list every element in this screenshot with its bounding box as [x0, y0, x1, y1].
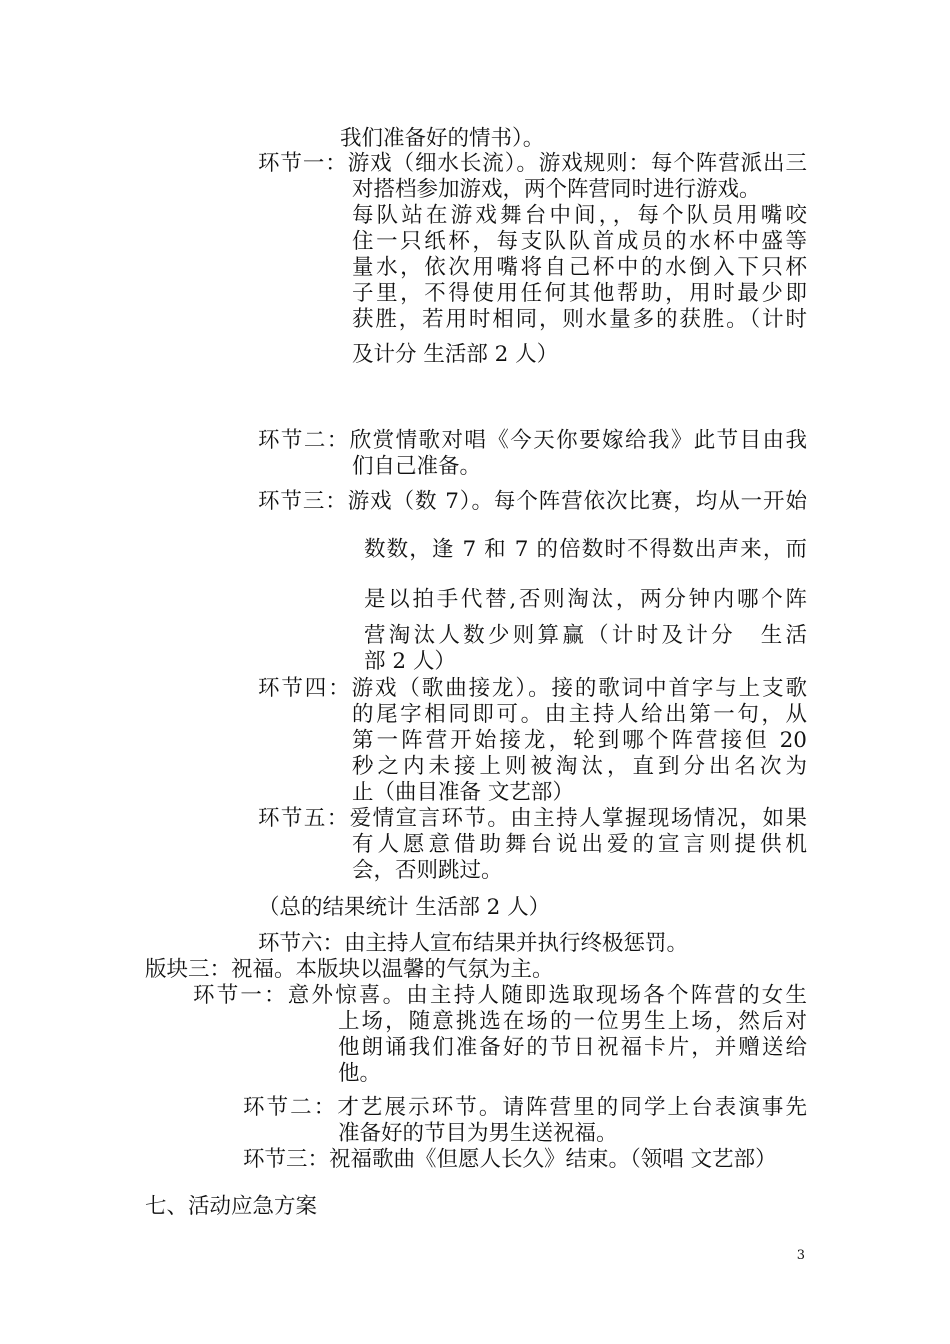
- text-line: 环节四：游戏（歌曲接龙）。接的歌词中首字与上支歌: [258, 676, 807, 701]
- text-line: 秒之内未接上则被淘汰，直到分出名次为: [352, 754, 807, 779]
- text-line: 上场，随意挑选在场的一位男生上场，然后对: [338, 1009, 807, 1034]
- text-line: （总的结果统计 生活部 2 人）: [258, 895, 551, 920]
- text-line: 对搭档参加游戏，两个阵营同时进行游戏。: [352, 177, 761, 202]
- text-line: 环节二：欣赏情歌对唱《今天你要嫁给我》此节目由我: [258, 428, 807, 453]
- text-line: 是以拍手代替,否则淘汰，两分钟内哪个阵: [364, 587, 807, 612]
- text-line: 们自己准备。: [352, 454, 482, 479]
- text-line: 环节三：游戏（数 7）。每个阵营依次比赛，均从一开始: [258, 489, 807, 514]
- text-line: 量水，依次用嘴将自己杯中的水倒入下只杯: [352, 255, 807, 280]
- text-line: 他。: [338, 1061, 382, 1086]
- text-line: 止（曲目准备 文艺部）: [352, 780, 574, 805]
- text-line: 我们准备好的情书）。: [340, 126, 545, 151]
- page-number: 3: [796, 1248, 805, 1263]
- text-line: 环节三：祝福歌曲《但愿人长久》结束。（领唱 文艺部）: [243, 1147, 777, 1172]
- text-line: 会，否则跳过。: [352, 858, 503, 883]
- text-line: 第一阵营开始接龙，轮到哪个阵营接但 20: [352, 728, 807, 753]
- text-line: 获胜，若用时相同，则水量多的获胜。（计时: [352, 307, 807, 332]
- text-line: 环节五：爱情宣言环节。由主持人掌握现场情况，如果: [258, 806, 807, 831]
- text-line: 环节二：才艺展示环节。请阵营里的同学上台表演事先: [243, 1095, 807, 1120]
- text-line: 及计分 生活部 2 人）: [352, 342, 559, 367]
- text-line: 住一只纸杯，每支队队首成员的水杯中盛等: [352, 229, 807, 254]
- text-line: 部 2 人）: [364, 649, 456, 674]
- text-line: 营淘汰人数少则算赢（计时及计分 生活: [364, 623, 807, 648]
- section-heading: 版块三：祝福。本版块以温馨的气氛为主。: [145, 957, 554, 982]
- text-line: 环节一：游戏（细水长流）。游戏规则：每个阵营派出三: [258, 151, 807, 176]
- text-line: 数数，逢 7 和 7 的倍数时不得数出声来，而: [364, 537, 807, 562]
- text-line: 准备好的节目为男生送祝福。: [338, 1121, 618, 1146]
- text-line: 每队站在游戏舞台中间，，每个队员用嘴咬: [352, 203, 807, 228]
- text-line: 环节六：由主持人宣布结果并执行终极惩罚。: [258, 931, 689, 956]
- section-heading: 七、活动应急方案: [145, 1194, 318, 1219]
- text-line: 他朗诵我们准备好的节日祝福卡片，并赠送给: [338, 1035, 807, 1060]
- text-line: 子里，不得使用任何其他帮助，用时最少即: [352, 281, 807, 306]
- text-line: 有人愿意借助舞台说出爱的宣言则提供机: [352, 832, 807, 857]
- text-line: 的尾字相同即可。由主持人给出第一句，从: [352, 702, 807, 727]
- text-line: 环节一：意外惊喜。由主持人随即选取现场各个阵营的女生: [193, 983, 807, 1008]
